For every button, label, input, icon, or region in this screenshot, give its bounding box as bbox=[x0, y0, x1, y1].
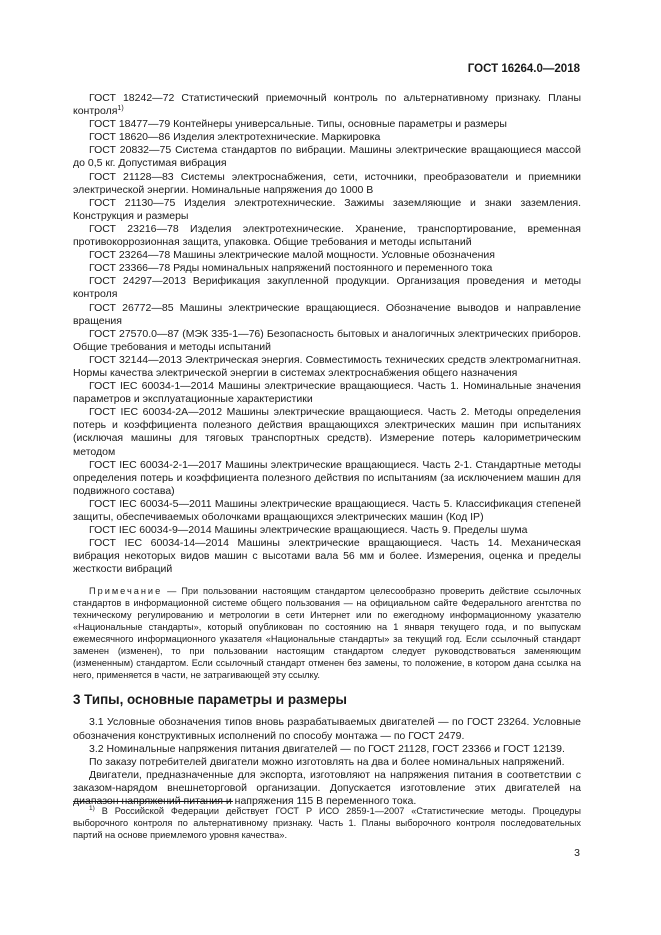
section-body bbox=[73, 716, 581, 808]
reference-item: ГОСТ IEC 60034-14—2014 Машины электрические вращающиеся. Часть 14. Механическая вибрация некоторых видов машин с высотами вала 56 мм и более. Измерения, оценка и пределы жесткости вибраций bbox=[73, 537, 581, 576]
section-paragraph: По заказу потребителей двигатели можно изготовлять на два и более номинальных напряжений. bbox=[89, 755, 565, 768]
reference-item: ГОСТ 18477—79 Контейнеры универсальные. Типы, основные параметры и размеры bbox=[89, 118, 507, 131]
note-paragraph bbox=[73, 585, 581, 681]
section-paragraph: 3.2 Номинальные напряжения питания двигателей — по ГОСТ 21128, ГОСТ 23366 и ГОСТ 12139. bbox=[89, 742, 565, 755]
note-label: Примечание bbox=[89, 586, 163, 597]
section-heading: 3 Типы, основные параметры и размеры bbox=[73, 692, 347, 708]
reference-item: ГОСТ IEC 60034-9—2014 Машины электрические вращающиеся. Часть 9. Пределы шума bbox=[89, 524, 528, 537]
section-paragraph: Двигатели, предназначенные для экспорта, изготовляют на напряжения питания в соответствии с заказом-нарядом внешнеторговой организации. Допускается изготовление этих двигателей на диапазон напряжений питания и напряжения 115 В переменного тока. bbox=[73, 768, 581, 808]
reference-item: ГОСТ IEC 60034-5—2011 Машины электрические вращающиеся. Часть 5. Классификация степеней защиты, обеспечиваемых оболочками вращающихся электрических машин (Код IP) bbox=[73, 497, 581, 523]
page-number: 3 bbox=[574, 847, 580, 859]
reference-item: ГОСТ 24297—2013 Верификация закупленной продукции. Организация проведения и методы контроля bbox=[73, 275, 581, 301]
reference-item: ГОСТ 27570.0—87 (МЭК 335-1—76) Безопасность бытовых и аналогичных электрических приборов. Общие требования и методы испытаний bbox=[73, 327, 581, 353]
reference-item: ГОСТ 23216—78 Изделия электротехнические. Хранение, транспортирование, временная противокоррозионная защита, упаковка. Общие требования и методы испытаний bbox=[73, 222, 581, 249]
normative-references-list bbox=[73, 92, 581, 576]
reference-item: ГОСТ 23366—78 Ряды номинальных напряжений постоянного и переменного тока bbox=[89, 262, 493, 275]
footnote-marker: 1) bbox=[89, 805, 95, 812]
page-content bbox=[73, 92, 581, 808]
footnote-text: В Российской Федерации действует ГОСТ Р ИСО 2859-1—2007 «Статистические методы. Процедуры выборочного контроля по альтернативному признаку. Часть 1. Планы выборочного контроля последовательных партий на основе приемлемого уровня качества». bbox=[73, 806, 581, 840]
document-id-header: ГОСТ 16264.0—2018 bbox=[467, 63, 580, 75]
footnote-marker: 1) bbox=[117, 105, 124, 113]
reference-item: ГОСТ 32144—2013 Электрическая энергия. Совместимость технических средств электромагнитная. Нормы качества электрической энергии в системах электроснабжения общего назначения bbox=[73, 353, 581, 379]
reference-item: ГОСТ 21128—83 Системы электроснабжения, сети, источники, преобразователи и приемники электрической энергии. Номинальные напряжения до 1000 В bbox=[73, 170, 581, 196]
footnote bbox=[73, 805, 581, 841]
reference-item: ГОСТ 20832—75 Система стандартов по вибрации. Машины электрические вращающиеся массой до 0,5 кг. Допустимая вибрация bbox=[73, 144, 581, 170]
reference-item: ГОСТ 21130—75 Изделия электротехнические. Зажимы заземляющие и знаки заземления. Конструкция и размеры bbox=[73, 196, 581, 222]
footnote-separator bbox=[73, 801, 233, 802]
reference-item: ГОСТ 18242—72 Статистический приемочный контроль по альтернативному признаку. Планы контроля$^{1)}$ bbox=[73, 92, 581, 118]
reference-item: ГОСТ 23264—78 Машины электрические малой мощности. Условные обозначения bbox=[89, 249, 495, 262]
reference-item: ГОСТ 26772—85 Машины электрические вращающиеся. Обозначение выводов и направление вращения bbox=[73, 301, 581, 327]
reference-item: ГОСТ IEC 60034-1—2014 Машины электрические вращающиеся. Часть 1. Номинальные значения параметров и эксплуатационные характеристики bbox=[73, 380, 581, 406]
reference-item: ГОСТ 18620—86 Изделия электротехнические. Маркировка bbox=[89, 131, 381, 144]
reference-item: ГОСТ IEC 60034-2-1—2017 Машины электрические вращающиеся. Часть 2-1. Стандартные методы определения потерь и коэффициента полезного действия по испытаниям (за исключением машин для подвижного состава) bbox=[73, 458, 581, 497]
note-text: — При пользовании настоящим стандартом целесообразно проверить действие ссылочных стандартов в информационной системе общего пользования — на официальном сайте Федерального агентства по техническому регулированию и метрологии в сети Интернет или по ежегодному информационному указателю «Национальные стандарты», который опубликован по состоянию на 1 января текущего года, и по выпускам ежемесячного информационного указателя «Национальные стандарты» за текущий год. Если ссылочный стандарт заменен (изменен), то при пользовании настоящим стандартом следует руководствоваться заменяющим (измененным) стандартом. Если ссылочный стандарт отменен без замены, то положение, в котором дана ссылка на него, применяется в части, не затрагивающей эту ссылку. bbox=[73, 586, 581, 681]
reference-item: ГОСТ IEC 60034-2А—2012 Машины электрические вращающиеся. Часть 2. Методы определения потерь и коэффициента полезного действия вращающихся электрических машин при испытаниях (исключая машины для тяговых транспортных средств). Измерение потерь калориметрическим методом bbox=[73, 406, 581, 458]
section-paragraph: 3.1 Условные обозначения типов вновь разрабатываемых двигателей — по ГОСТ 23264. Условные обозначения конструктивных исполнений по способу монтажа — по ГОСТ 2479. bbox=[73, 716, 581, 742]
